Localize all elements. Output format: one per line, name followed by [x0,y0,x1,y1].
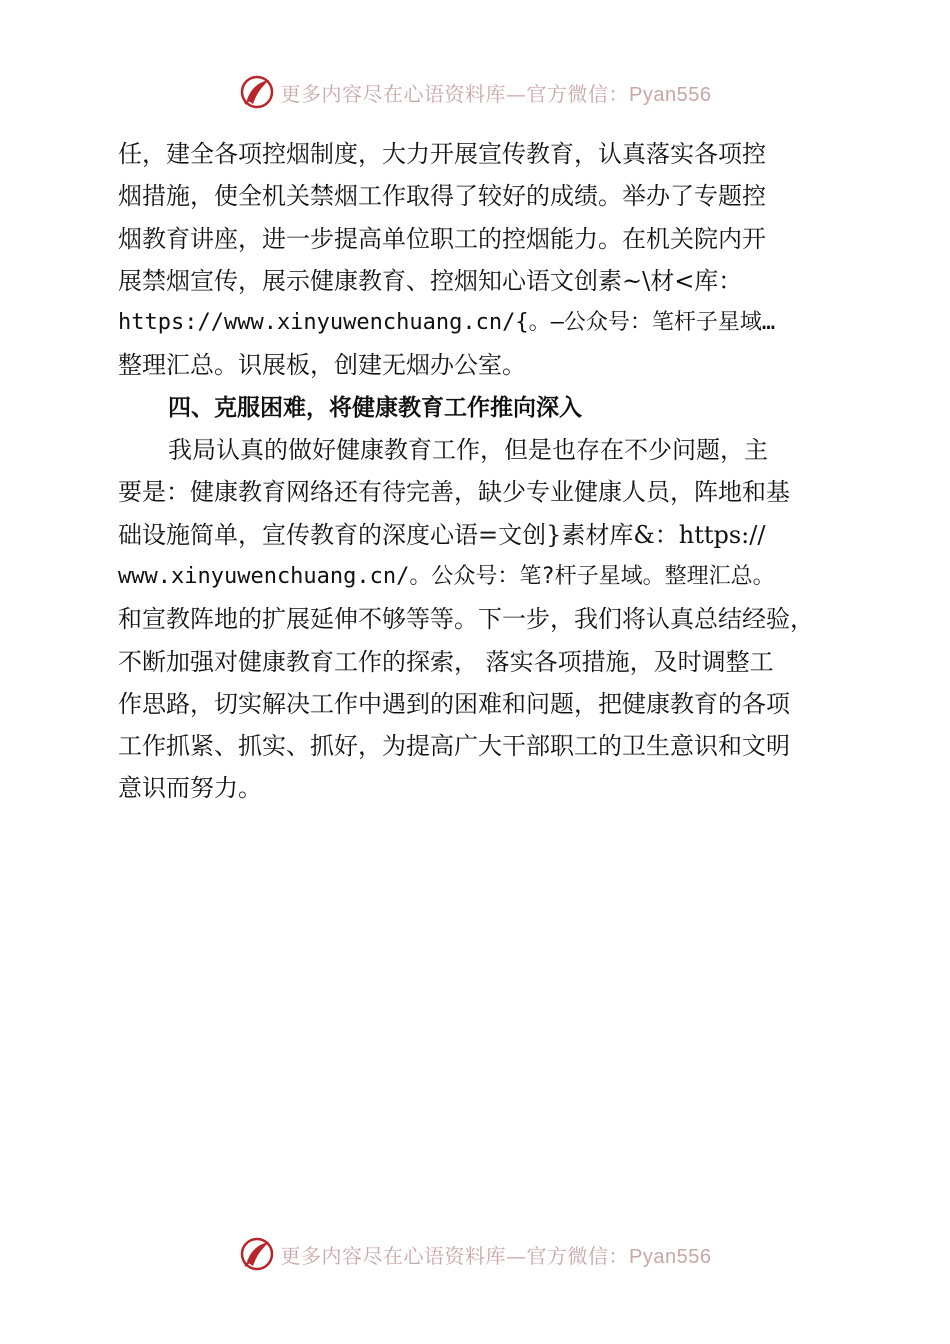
paragraph-line: www.xinyuwenchuang.cn/。公众号：笔?杆子星域。整理汇总。 [118,563,775,589]
document-body [118,133,838,810]
header-watermark [0,70,950,114]
footer-watermark [0,1232,950,1276]
paragraph-line: 烟措施，使全机关禁烟工作取得了较好的成绩。举办了专题控 [118,182,766,211]
paragraph-line: 意识而努力。 [118,774,262,803]
paragraph-line: 作思路，切实解决工作中遇到的困难和问题，把健康教育的各项 [118,689,790,718]
paragraph-line: 烟教育讲座，进一步提高单位职工的控烟能力。在机关院内开 [118,224,766,253]
logo-icon [239,74,275,110]
paragraph-line: 和宣教阵地的扩展延伸不够等等。下一步，我们将认真总结经验， [118,605,814,634]
paragraph-line: 任，建全各项控烟制度，大力开展宣传教育，认真落实各项控 [118,140,766,168]
footer-watermark-text: 更多内容尽在心语资料库—官方微信：Pyan556 [280,1243,712,1268]
paragraph-line: 础设施简单，宣传教育的深度心语=文创}素材库&：https:// [118,520,766,549]
paragraph-line: 整理汇总。识展板，创建无烟办公室。 [118,351,526,380]
paragraph-line: 不断加强对健康教育工作的探索， 落实各项措施，及时调整工 [118,647,774,676]
paragraph-line: 我局认真的做好健康教育工作，但是也存在不少问题，主 [168,436,768,465]
paragraph-line: 展禁烟宣传，展示健康教育、控烟知心语文创素~\材<库： [118,266,743,295]
header-watermark-text: 更多内容尽在心语资料库—官方微信：Pyan556 [280,81,712,106]
paragraph-line: 要是：健康教育网络还有待完善，缺少专业健康人员，阵地和基 [118,478,790,507]
logo-icon [239,1236,275,1272]
paragraph-line: https://www.xinyuwenchuang.cn/{。—公众号：笔杆子星域… [118,310,776,336]
paragraph-line: 工作抓紧、抓实、抓好，为提高广大干部职工的卫生意识和文明 [118,732,790,761]
section-heading: 四、克服困难，将健康教育工作推向深入 [168,394,582,421]
